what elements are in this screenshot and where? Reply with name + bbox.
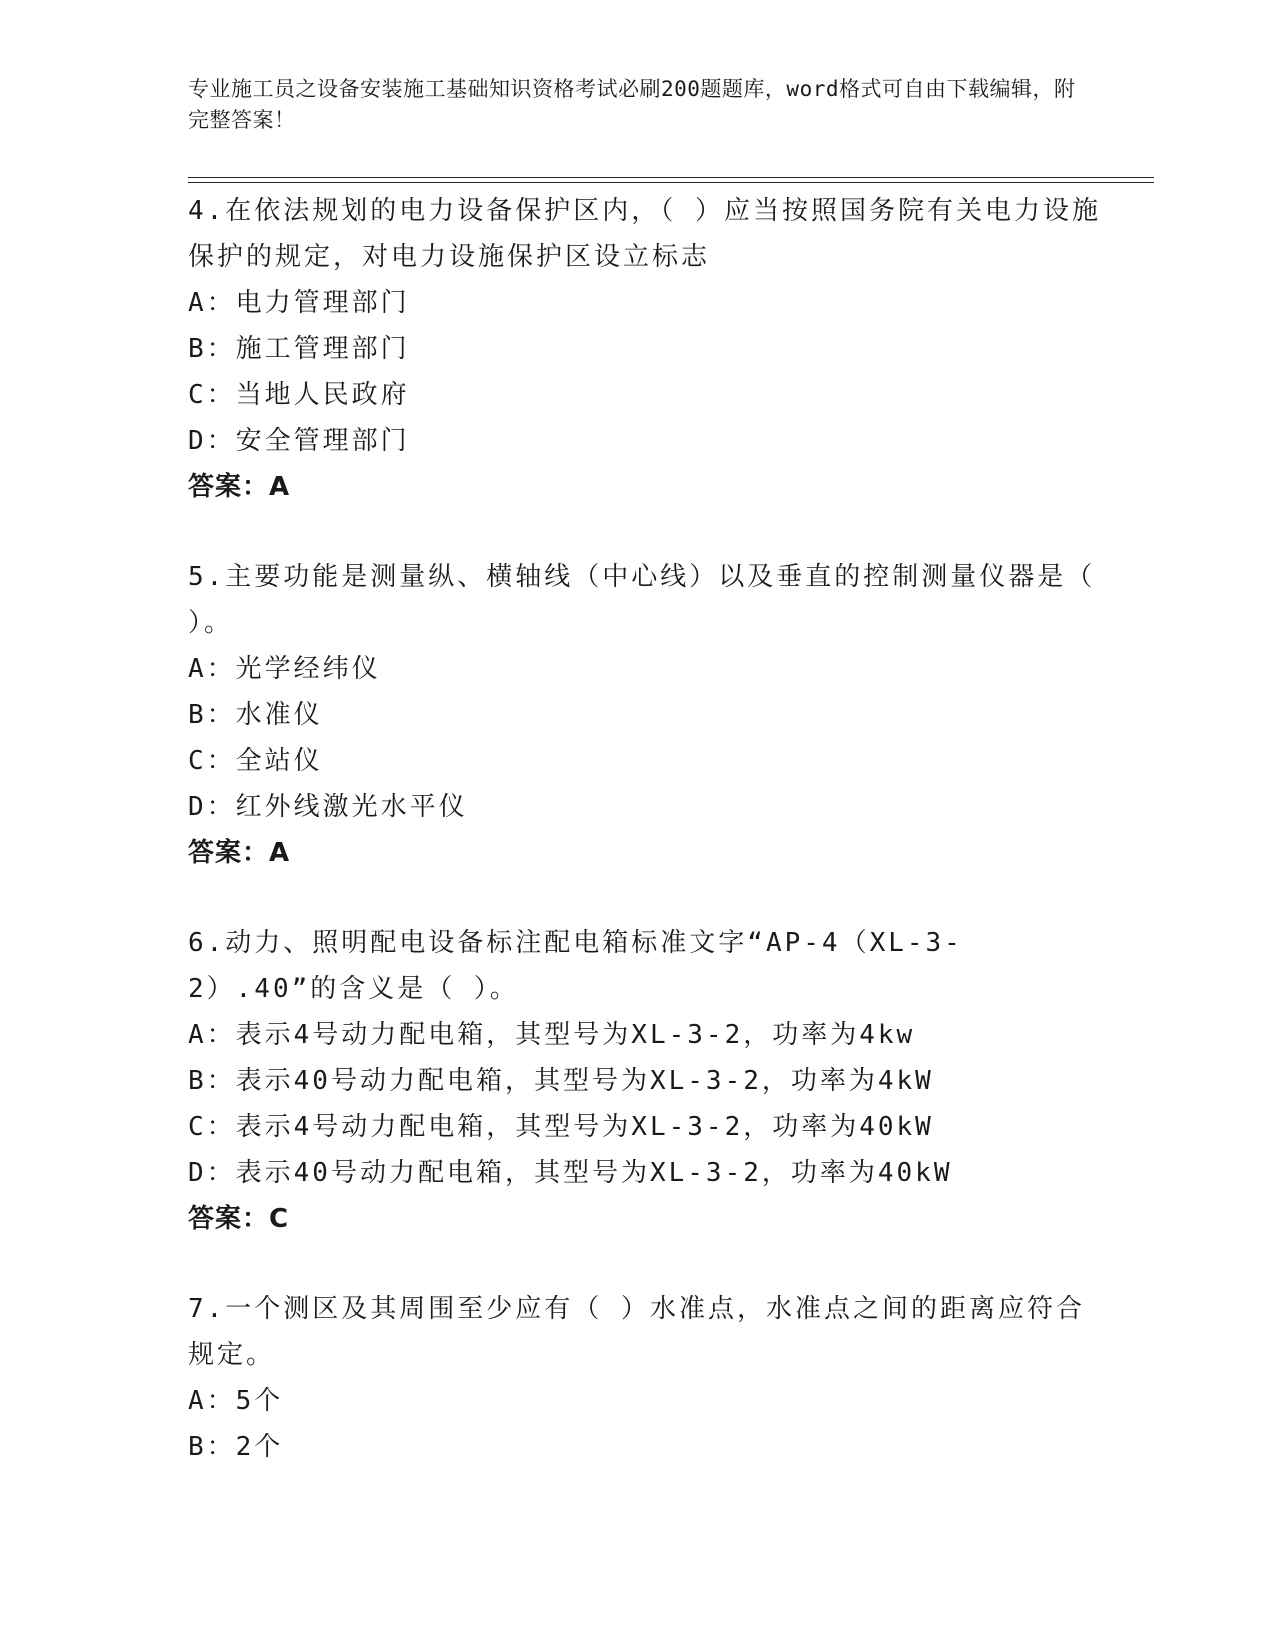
option-c: C：当地人民政府: [188, 380, 410, 410]
option-b: B：水准仪: [188, 700, 323, 730]
question-6: [188, 920, 1108, 1242]
header-rule-top: [188, 177, 1154, 178]
question-list: [188, 188, 1108, 1470]
answer: 答案：A: [188, 472, 291, 502]
question-4: [188, 188, 1108, 510]
question-7: [188, 1286, 1108, 1470]
option-d: D：红外线激光水平仪: [188, 792, 468, 822]
option-c: C：表示4号动力配电箱，其型号为XL-3-2，功率为40kW: [188, 1112, 934, 1142]
question-stem: 6.动力、照明配电设备标注配电箱标准文字“AP-4（XL-3-2）.40”的含义是（ ）。: [188, 928, 963, 1004]
document-header: 专业施工员之设备安装施工基础知识资格考试必刷200题题库，word格式可自由下载编辑，附完整答案！: [188, 77, 1076, 132]
option-a: A：表示4号动力配电箱，其型号为XL-3-2，功率为4kw: [188, 1020, 916, 1050]
answer: 答案：C: [188, 1204, 290, 1234]
option-a: A：光学经纬仪: [188, 654, 381, 684]
option-b: B：2个: [188, 1432, 284, 1462]
option-d: D：表示40号动力配电箱，其型号为XL-3-2，功率为40kW: [188, 1158, 953, 1188]
option-b: B：表示40号动力配电箱，其型号为XL-3-2，功率为4kW: [188, 1066, 934, 1096]
option-c: C：全站仪: [188, 746, 323, 776]
option-a: A：5个: [188, 1386, 284, 1416]
question-stem: 5.主要功能是测量纵、横轴线（中心线）以及垂直的控制测量仪器是（ ）。: [188, 562, 1096, 638]
answer: 答案：A: [188, 838, 291, 868]
question-stem: 4.在依法规划的电力设备保护区内，（ ）应当按照国务院有关电力设施保护的规定，对电力设施保护区设立标志: [188, 196, 1101, 272]
option-a: A：电力管理部门: [188, 288, 410, 318]
option-d: D：安全管理部门: [188, 426, 410, 456]
question-5: [188, 554, 1108, 876]
question-stem: 7.一个测区及其周围至少应有（ ）水准点，水准点之间的距离应符合规定。: [188, 1294, 1085, 1370]
option-b: B：施工管理部门: [188, 334, 410, 364]
header-rule-bottom: [188, 182, 1154, 183]
